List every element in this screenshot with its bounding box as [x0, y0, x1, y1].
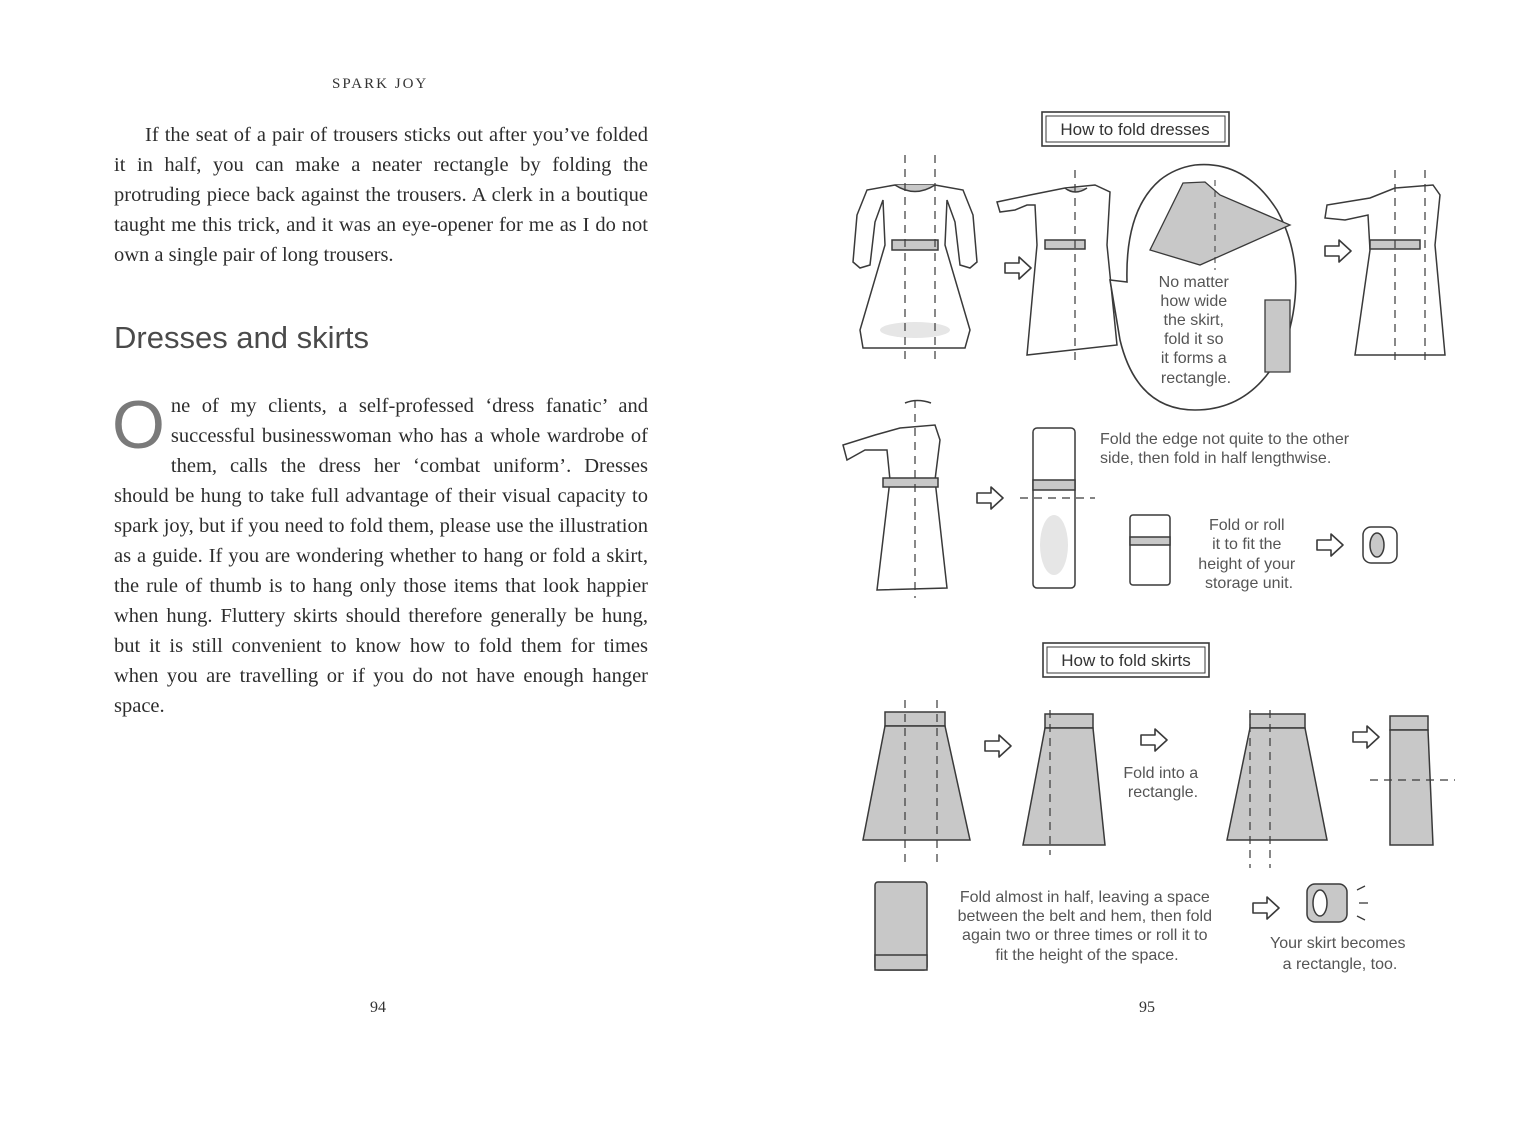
arrow-right-icon: [985, 735, 1011, 757]
dress-step-5-illustration: [1020, 428, 1095, 588]
paragraph-text: If the seat of a pair of trousers sticks out after you’ve folded it in half, you can make a neater rectangle by folding the protruding piece back against the trousers. A clerk in a boutique taught me this trick, and it was an eye-opener for me as I do not own a single pair of long trousers.: [114, 124, 648, 266]
dress-title-box: [1042, 112, 1229, 146]
right-page: [765, 0, 1531, 1123]
page-number-right: 95: [1139, 999, 1155, 1016]
page-number-left: 94: [370, 999, 386, 1016]
arrow-right-icon: [1141, 729, 1167, 751]
arrow-right-icon: [1253, 897, 1279, 919]
skirt-note-3: Your skirt becomes a rectangle, too.: [1270, 935, 1406, 973]
running-head: SPARK JOY: [332, 76, 429, 92]
dress-note-1: No matter how wide the skirt, fold it so it forms a rectangle.: [1158, 274, 1232, 387]
skirt-step-6-illustration: [1307, 884, 1368, 922]
skirt-note-2: Fold almost in half, leaving a space between the belt and hem, then fold again two or three times or roll it to fit the height of the space.: [957, 889, 1212, 964]
arrow-right-icon: [1317, 534, 1343, 556]
dress-step-6-illustration: [1130, 515, 1170, 585]
skirt-step-3-illustration: [1227, 710, 1327, 868]
skirt-step-5-illustration: [875, 882, 927, 970]
skirt-note-1: Fold into a rectangle.: [1123, 765, 1199, 801]
arrow-right-icon: [1353, 726, 1379, 748]
skirt-title: How to fold skirts: [1061, 651, 1191, 670]
dress-note-bubble: [1110, 165, 1296, 410]
paragraph-trousers: [114, 120, 648, 270]
folding-illustration: [765, 0, 1531, 1123]
left-page: [0, 0, 765, 1123]
dress-note-2: Fold the edge not quite to the other side, then fold in half lengthwise.: [1100, 431, 1350, 467]
skirt-step-2-illustration: [1023, 710, 1105, 855]
arrow-right-icon: [977, 487, 1003, 509]
dress-step-4-illustration: [843, 400, 947, 598]
section-heading: Dresses and skirts: [114, 320, 369, 355]
drop-cap: O: [112, 387, 165, 463]
skirt-title-box: [1043, 643, 1209, 677]
skirt-step-4-illustration: [1370, 716, 1455, 845]
dress-step-7-illustration: [1363, 527, 1397, 563]
paragraph-dresses: [112, 387, 648, 721]
arrow-right-icon: [1325, 240, 1351, 262]
paragraph-text: ne of my clients, a self-professed ‘dress fanatic’ and successful businesswoman who has a whole wardrobe of them, calls the dress her ‘combat uniform’. Dresses should be hung to take full advantage of their visual capacity to spark joy, but if you need to fold them, please use the illustration as a guide. If you are wondering whether to hang or fold a skirt, the rule of thumb is to hang only those items that look happier when hung. Fluttery skirts should therefore generally be hung, but it is still convenient to know how to fold them for times when you are travelling or if you do not have enough hanger space.: [114, 395, 648, 717]
dress-step-1-illustration: [853, 155, 977, 365]
dress-note-3: Fold or roll it to fit the height of your storage unit.: [1198, 517, 1296, 592]
dress-step-3-illustration: [1325, 170, 1445, 365]
arrow-right-icon: [1005, 257, 1031, 279]
dress-title: How to fold dresses: [1060, 120, 1210, 139]
skirt-step-1-illustration: [863, 700, 970, 865]
